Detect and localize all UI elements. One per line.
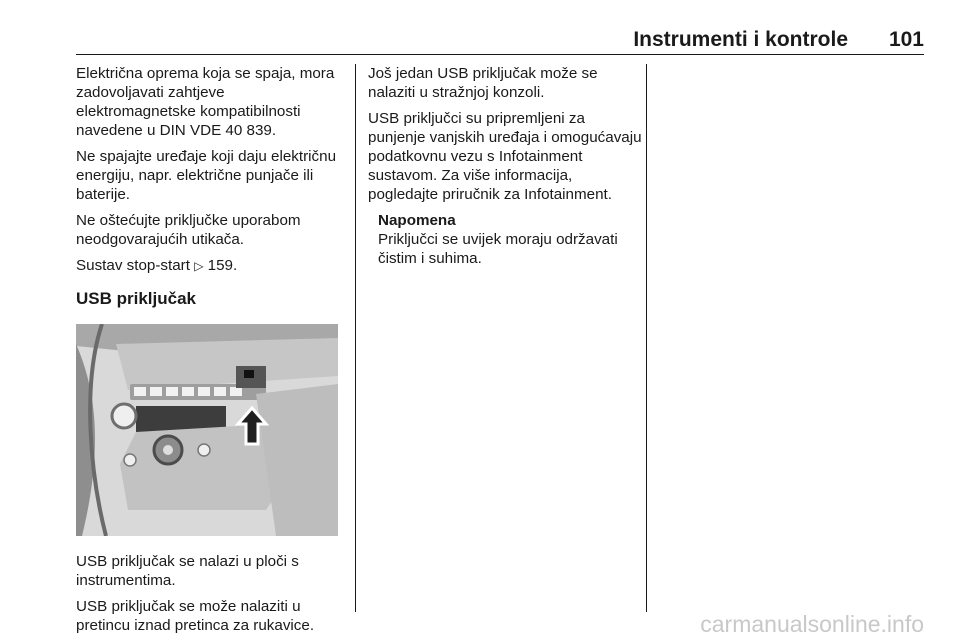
watermark: carmanualsonline.info bbox=[700, 611, 924, 637]
page-number: 101 bbox=[888, 28, 924, 51]
section-heading-usb: USB priključak bbox=[76, 289, 196, 308]
column-divider-right bbox=[646, 64, 647, 612]
stop-start-text: Sustav stop-start bbox=[76, 257, 190, 274]
note-box bbox=[378, 211, 644, 268]
usb-port-illustration bbox=[76, 324, 338, 536]
paragraph-usb-charging: USB priključci su pripremljeni za punjenje vanjskih uređaja i omogućavaju podatkovnu vezu s Infotainment sustavom. Za više informacija, pogledajte priručnik za Infotainment. bbox=[368, 110, 642, 203]
paragraph-rear-usb: Još jedan USB priključak može se nalaziti u stražnjoj konzoli. bbox=[368, 65, 598, 101]
paragraph-stop-start bbox=[76, 256, 346, 276]
paragraph-no-power-devices: Ne spajajte uređaje koji daju električnu energiju, napr. električne punjače ili baterije. bbox=[76, 148, 337, 203]
right-column bbox=[368, 64, 644, 268]
header-rule bbox=[76, 54, 924, 55]
caption-usb-instrument-panel: USB priključak se nalazi u ploči s instrumentima. bbox=[76, 553, 299, 589]
caption-usb-glovebox: USB priključak se može nalaziti u pretincu iznad pretinca za rukavice. bbox=[76, 598, 315, 634]
paragraph-no-damage: Ne oštećujte priključke uporabom neodgovarajućih utikača. bbox=[76, 212, 301, 248]
note-label: Napomena bbox=[378, 212, 456, 229]
paragraph-emc: Električna oprema koja se spaja, mora zadovoljavati zahtjeve elektromagnetske kompatibilnosti navedene u DIN VDE 40 839. bbox=[76, 65, 335, 139]
note-text: Priključci se uvijek moraju održavati čistim i suhima. bbox=[378, 231, 618, 267]
column-divider-left bbox=[355, 64, 356, 612]
page-reference-arrow-icon: ▷ bbox=[194, 259, 204, 273]
left-column bbox=[76, 64, 346, 642]
stop-start-page-link[interactable]: 159. bbox=[207, 257, 238, 274]
header-title: Instrumenti i kontrole bbox=[633, 28, 848, 51]
